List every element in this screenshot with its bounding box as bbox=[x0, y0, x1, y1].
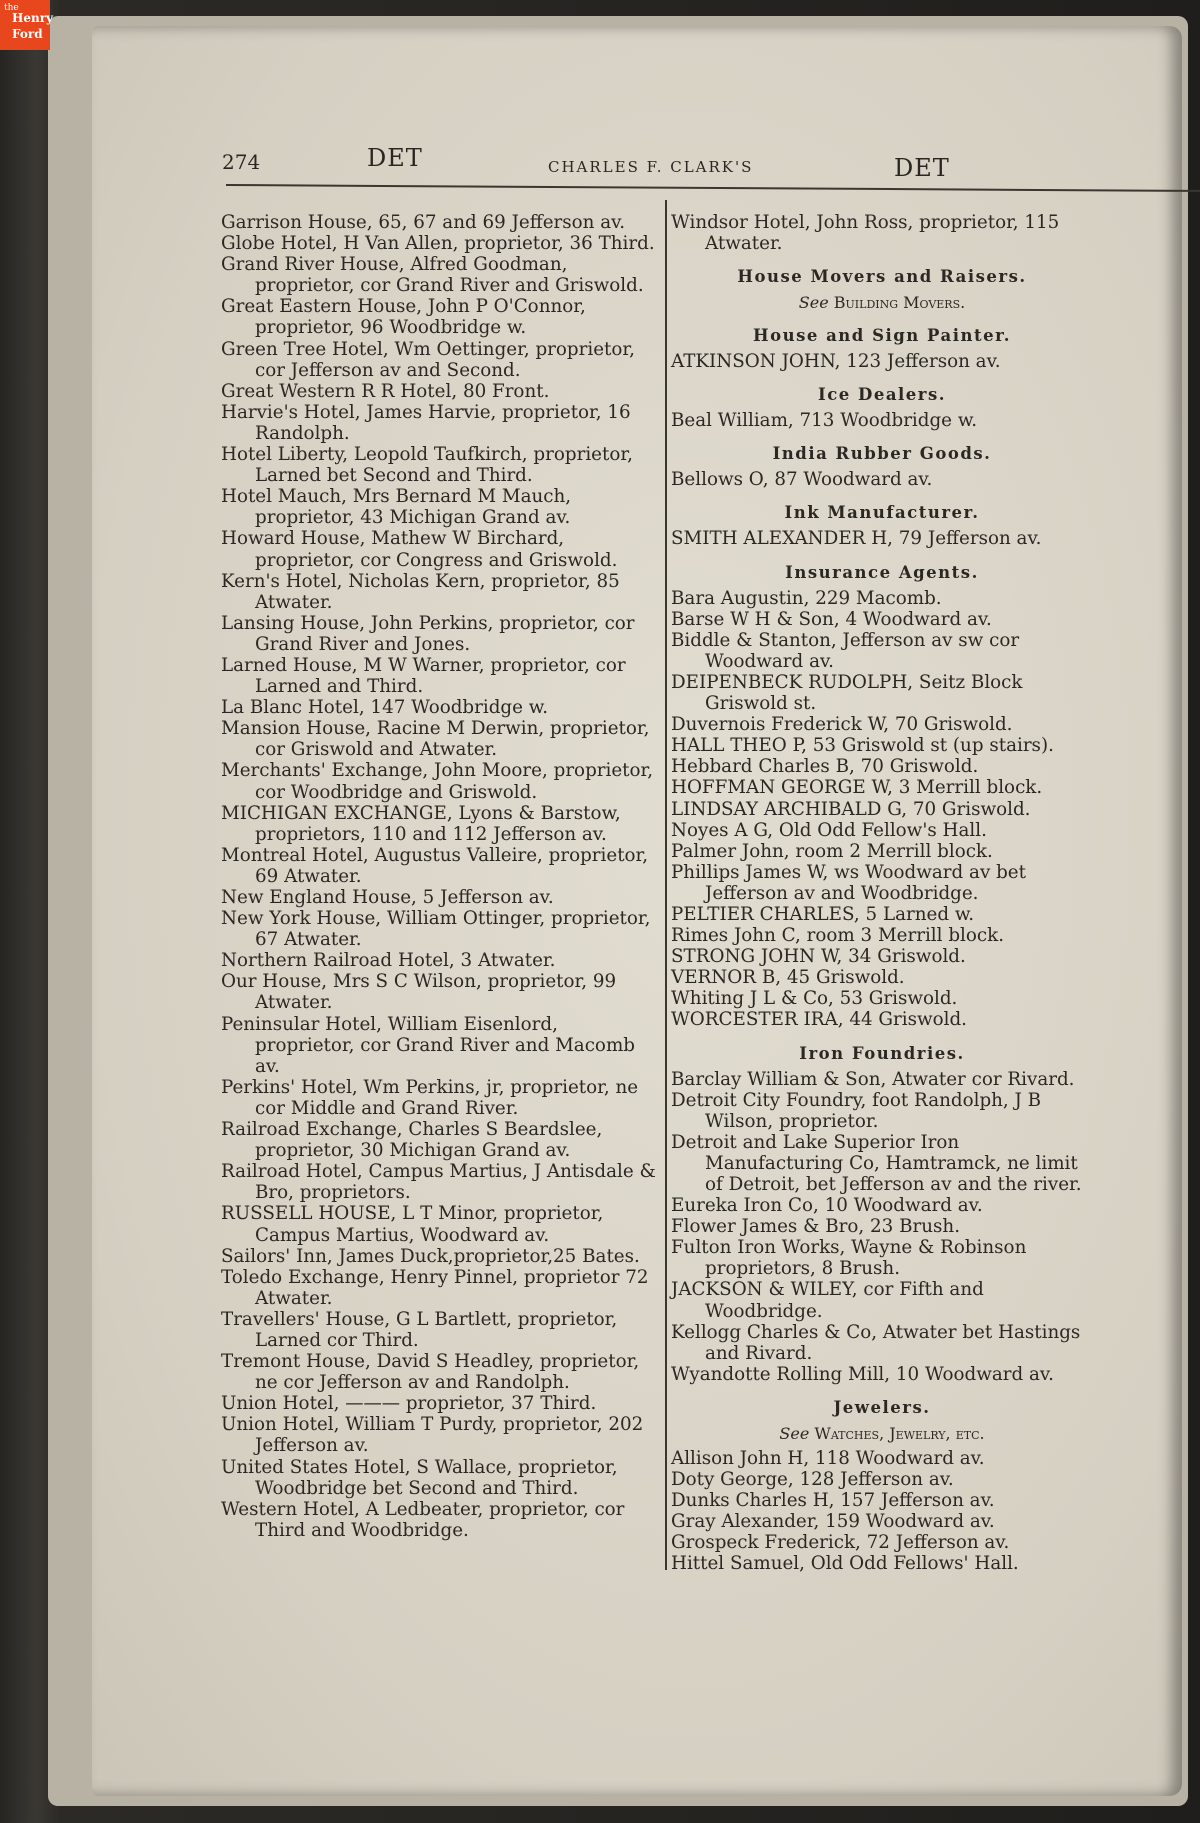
directory-entry: Globe Hotel, H Van Allen, proprietor, 36 Third. bbox=[221, 233, 655, 255]
section-heading: Ice Dealers. bbox=[818, 385, 946, 405]
directory-entry: United States Hotel, S Wallace, proprietor, Woodbridge bet Second and Third. bbox=[221, 1456, 618, 1499]
see-reference bbox=[671, 292, 1093, 313]
directory-entry: Duvernois Frederick W, 70 Griswold. bbox=[671, 714, 1013, 736]
directory-entry: Hotel Liberty, Leopold Taufkirch, proprietor, Larned bet Second and Third. bbox=[221, 444, 633, 487]
directory-entry: La Blanc Hotel, 147 Woodbridge w. bbox=[221, 697, 549, 719]
directory-entry: Union Hotel, William T Purdy, proprietor, 202 Jefferson av. bbox=[221, 1414, 644, 1457]
directory-entry: Peninsular Hotel, William Eisenlord, proprietor, cor Grand River and Macomb av. bbox=[221, 1013, 635, 1077]
directory-entry: Railroad Exchange, Charles S Beardslee, proprietor, 30 Michigan Grand av. bbox=[221, 1119, 603, 1162]
directory-entry: Union Hotel, ——— proprietor, 37 Third. bbox=[221, 1393, 597, 1415]
running-title: CHARLES F. CLARK'S bbox=[548, 158, 754, 176]
logo-ford: Ford bbox=[12, 27, 43, 41]
directory-entry: Wyandotte Rolling Mill, 10 Woodward av. bbox=[671, 1363, 1054, 1385]
directory-entry: Great Eastern House, John P O'Connor, proprietor, 96 Woodbridge w. bbox=[221, 296, 586, 339]
section-heading: House Movers and Raisers. bbox=[737, 267, 1027, 287]
directory-entry: STRONG JOHN W, 34 Griswold. bbox=[671, 946, 966, 968]
directory-entry: Merchants' Exchange, John Moore, proprietor, cor Woodbridge and Griswold. bbox=[221, 760, 654, 803]
directory-entry: Noyes A G, Old Odd Fellow's Hall. bbox=[671, 819, 987, 841]
directory-entry: Kern's Hotel, Nicholas Kern, proprietor, 85 Atwater. bbox=[221, 570, 620, 613]
directory-entry: HOFFMAN GEORGE W, 3 Merrill block. bbox=[671, 777, 1043, 799]
logo-henry: Henry bbox=[12, 11, 53, 25]
see-prefix: See bbox=[779, 1423, 810, 1443]
directory-entry: Great Western R R Hotel, 80 Front. bbox=[221, 380, 550, 402]
directory-entry: New York House, William Ottinger, proprietor, 67 Atwater. bbox=[221, 908, 651, 951]
section-heading: India Rubber Goods. bbox=[772, 444, 992, 464]
directory-entry: Detroit City Foundry, foot Randolph, J B Wilson, proprietor. bbox=[671, 1089, 1042, 1132]
directory-entry: Hebbard Charles B, 70 Griswold. bbox=[671, 756, 979, 778]
see-target: Watches, Jewelry, etc. bbox=[809, 1423, 985, 1443]
directory-entry: Howard House, Mathew W Birchard, proprietor, cor Congress and Griswold. bbox=[221, 528, 618, 571]
directory-entry: Hotel Mauch, Mrs Bernard M Mauch, proprietor, 43 Michigan Grand av. bbox=[221, 486, 572, 529]
directory-entry: Allison John H, 118 Woodward av. bbox=[671, 1447, 985, 1469]
directory-entry: VERNOR B, 45 Griswold. bbox=[671, 967, 905, 989]
directory-entry: Grand River House, Alfred Goodman, proprietor, cor Grand River and Griswold. bbox=[221, 254, 644, 297]
directory-entry: Doty George, 128 Jefferson av. bbox=[671, 1469, 954, 1491]
directory-entry: Beal William, 713 Woodbridge w. bbox=[671, 410, 978, 432]
henry-ford-logo bbox=[0, 0, 53, 50]
directory-entry: Rimes John C, room 3 Merrill block. bbox=[671, 925, 1004, 947]
directory-entry: HALL THEO P, 53 Griswold st (up stairs). bbox=[671, 735, 1054, 757]
directory-entry: Montreal Hotel, Augustus Valleire, proprietor, 69 Atwater. bbox=[221, 844, 649, 887]
right-guide-word: DET bbox=[894, 154, 950, 182]
directory-entry: MICHIGAN EXCHANGE, Lyons & Barstow, proprietors, 110 and 112 Jefferson av. bbox=[221, 802, 621, 845]
directory-entry: Western Hotel, A Ledbeater, proprietor, cor Third and Woodbridge. bbox=[221, 1498, 625, 1541]
directory-entry: DEIPENBECK RUDOLPH, Seitz Block Griswold st. bbox=[671, 671, 1023, 715]
see-prefix: See bbox=[798, 293, 829, 313]
directory-entry: Tremont House, David S Headley, proprietor, ne cor Jefferson av and Randolph. bbox=[221, 1351, 640, 1394]
directory-entry: Flower James & Bro, 23 Brush. bbox=[671, 1216, 961, 1238]
directory-entry: Our House, Mrs S C Wilson, proprietor, 99 Atwater. bbox=[221, 971, 617, 1014]
directory-entry: Travellers' House, G L Bartlett, proprietor, Larned cor Third. bbox=[221, 1308, 618, 1351]
directory-entry: Garrison House, 65, 67 and 69 Jefferson av. bbox=[221, 212, 626, 233]
logo-the: the bbox=[4, 3, 19, 13]
directory-entry: Perkins' Hotel, Wm Perkins, jr, proprietor, ne cor Middle and Grand River. bbox=[221, 1076, 639, 1119]
directory-entry: RUSSELL HOUSE, L T Minor, proprietor, Campus Martius, Woodward av. bbox=[221, 1203, 604, 1246]
directory-entry: Gray Alexander, 159 Woodward av. bbox=[671, 1511, 995, 1533]
directory-entry: Hittel Samuel, Old Odd Fellows' Hall. bbox=[671, 1553, 1019, 1575]
directory-entry: New England House, 5 Jefferson av. bbox=[221, 887, 554, 908]
directory-entry: Grospeck Frederick, 72 Jefferson av. bbox=[671, 1532, 1010, 1554]
directory-entry: Green Tree Hotel, Wm Oettinger, proprietor, cor Jefferson av and Second. bbox=[221, 338, 635, 381]
directory-entry: Biddle & Stanton, Jefferson av sw cor Woodward av. bbox=[671, 629, 1020, 672]
directory-entry: Windsor Hotel, John Ross, proprietor, 115 Atwater. bbox=[671, 212, 1060, 255]
section-heading: Jewelers. bbox=[833, 1397, 931, 1417]
directory-entry: Mansion House, Racine M Derwin, proprietor, cor Griswold and Atwater. bbox=[221, 718, 650, 761]
column-divider bbox=[665, 200, 667, 1570]
right-column bbox=[671, 212, 1093, 1575]
see-target: Building Movers. bbox=[828, 293, 966, 313]
directory-entry: Barse W H & Son, 4 Woodward av. bbox=[671, 608, 992, 630]
directory-entry: Toledo Exchange, Henry Pinnel, proprietor 72 Atwater. bbox=[221, 1266, 649, 1309]
directory-entry: Northern Railroad Hotel, 3 Atwater. bbox=[221, 950, 556, 972]
page-number: 274 bbox=[222, 150, 261, 174]
directory-entry: SMITH ALEXANDER H, 79 Jefferson av. bbox=[671, 528, 1042, 550]
section-heading: Iron Foundries. bbox=[799, 1043, 965, 1063]
directory-entry: Sailors' Inn, James Duck,proprietor,25 Bates. bbox=[221, 1245, 640, 1267]
directory-entry: Larned House, M W Warner, proprietor, cor Larned and Third. bbox=[221, 654, 626, 698]
directory-entry: Phillips James W, ws Woodward av bet Jefferson av and Woodbridge. bbox=[671, 861, 1026, 904]
directory-entry: JACKSON & WILEY, cor Fifth and Woodbridge. bbox=[671, 1279, 984, 1322]
see-reference bbox=[671, 1423, 1093, 1444]
directory-entry: Harvie's Hotel, James Harvie, proprietor, 16 Randolph. bbox=[221, 401, 631, 444]
directory-entry: Eureka Iron Co, 10 Woodward av. bbox=[671, 1195, 983, 1217]
left-guide-word: DET bbox=[367, 144, 423, 172]
directory-entry: WORCESTER IRA, 44 Griswold. bbox=[671, 1009, 967, 1031]
directory-entry: Lansing House, John Perkins, proprietor, cor Grand River and Jones. bbox=[221, 612, 635, 655]
directory-entry: Bellows O, 87 Woodward av. bbox=[671, 469, 933, 491]
section-heading: Insurance Agents. bbox=[785, 562, 979, 582]
section-heading: Ink Manufacturer. bbox=[784, 503, 980, 523]
directory-entry: LINDSAY ARCHIBALD G, 70 Griswold. bbox=[671, 798, 1031, 820]
directory-entry: Dunks Charles H, 157 Jefferson av. bbox=[671, 1490, 995, 1512]
page-header bbox=[0, 142, 1200, 182]
directory-entry: Kellogg Charles & Co, Atwater bet Hastings and Rivard. bbox=[671, 1321, 1081, 1364]
directory-entry: Whiting J L & Co, 53 Griswold. bbox=[671, 988, 958, 1010]
directory-entry: Detroit and Lake Superior Iron Manufacturing Co, Hamtramck, ne limit of Detroit, bet Jefferson av and the river. bbox=[671, 1131, 1082, 1195]
left-column bbox=[221, 212, 657, 1541]
section-heading: House and Sign Painter. bbox=[752, 326, 1011, 346]
directory-entry: Bara Augustin, 229 Macomb. bbox=[671, 587, 942, 609]
directory-entry: PELTIER CHARLES, 5 Larned w. bbox=[671, 903, 975, 925]
directory-entry: Barclay William & Son, Atwater cor Rivard. bbox=[671, 1068, 1075, 1090]
directory-entry: Railroad Hotel, Campus Martius, J Antisdale & Bro, proprietors. bbox=[221, 1161, 656, 1204]
directory-entry: Palmer John, room 2 Merrill block. bbox=[671, 840, 993, 862]
directory-entry: ATKINSON JOHN, 123 Jefferson av. bbox=[671, 351, 1001, 373]
directory-entry: Fulton Iron Works, Wayne & Robinson proprietors, 8 Brush. bbox=[671, 1237, 1027, 1280]
